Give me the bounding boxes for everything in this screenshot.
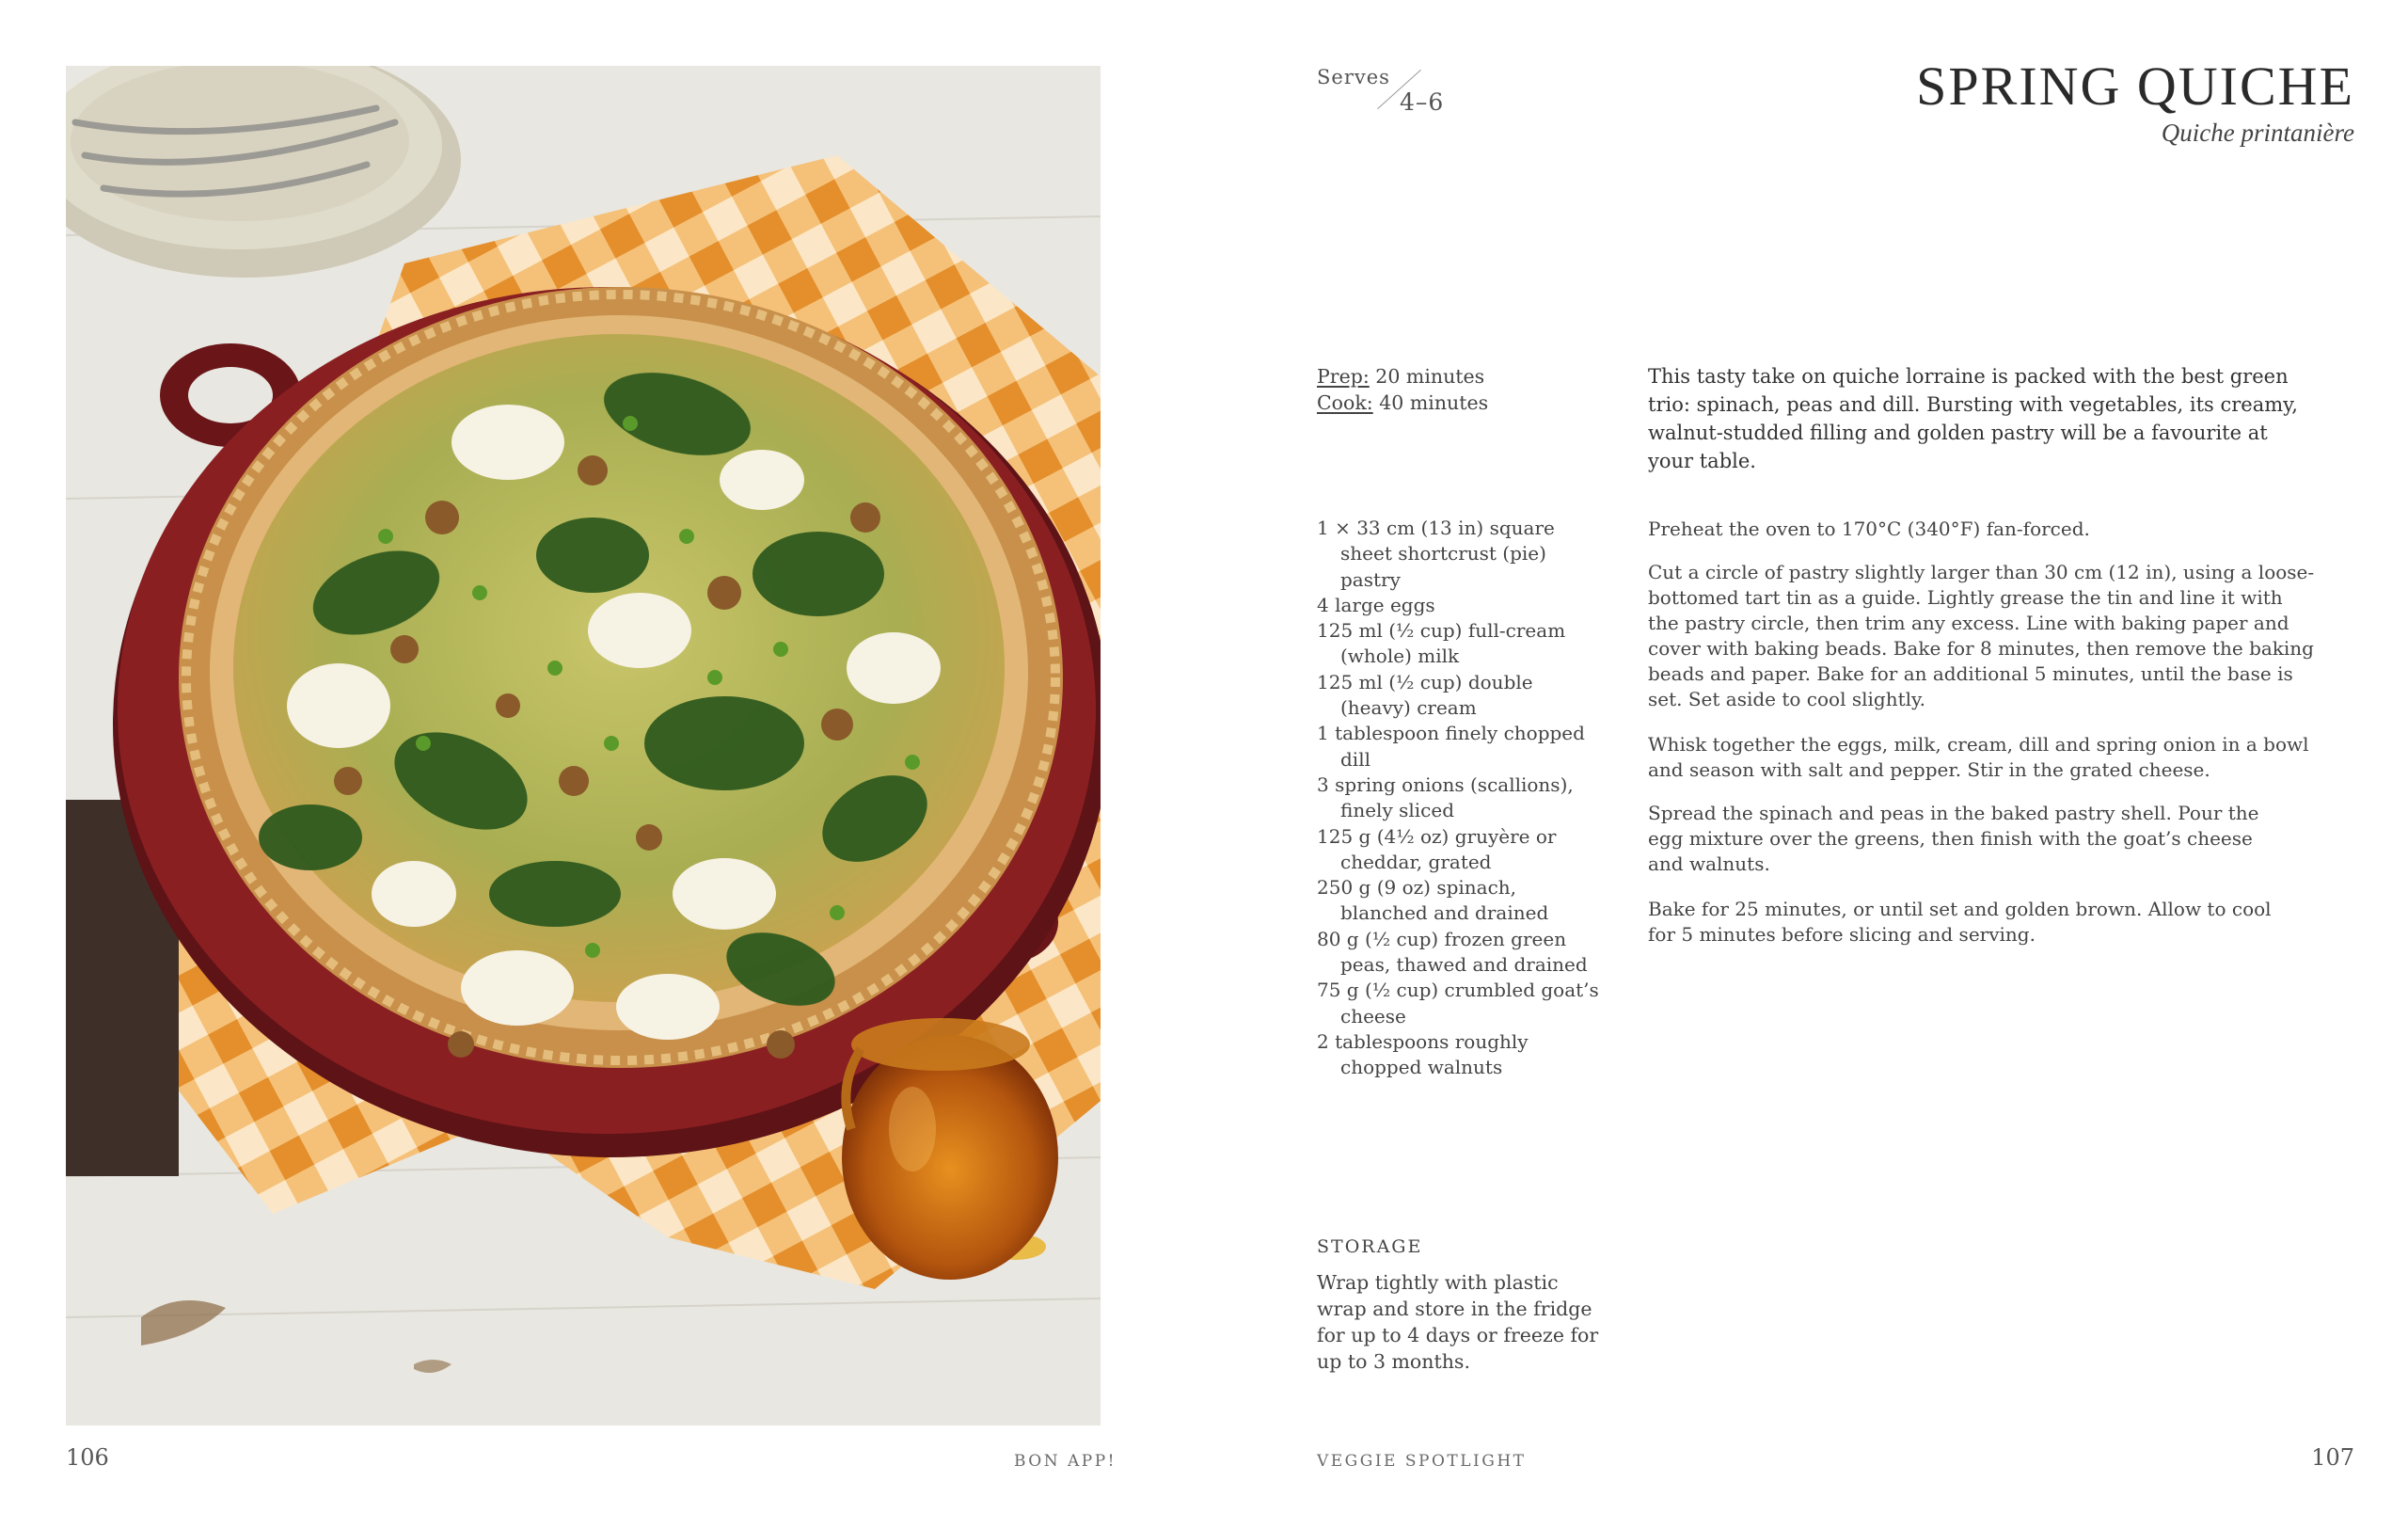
ingredient-item: 125 ml (½ cup) full-cream (whole) milk xyxy=(1317,619,1566,668)
method-step-4: Spread the spinach and peas in the baked pastry shell. Pour the egg mixture over the greens, then finish with the goat’s cheese and walnuts. xyxy=(1648,802,2259,875)
prep-value: 20 minutes xyxy=(1375,365,1485,388)
cook-label: Cook: xyxy=(1317,391,1373,414)
left-running-head: BON APP! xyxy=(1014,1452,1117,1471)
recipe-intro: This tasty take on quiche lorraine is packed with the best green trio: spinach, peas and dill. Bursting with vegetables, its creamy, walnut-studded filling and golden pastry will be a favourite at your table. xyxy=(1648,365,2298,472)
quiche-illustration xyxy=(66,66,1101,1425)
method-step-2: Cut a circle of pastry slightly larger than 30 cm (12 in), using a loose-bottomed tart tin as a guide. Lightly grease the tin and line it with the pastry circle, then trim any excess. Line with baking paper and cover with baking beads. Bake for 8 minutes, then remove the baking beads and paper. Bake for an additional 5 minutes, until the base is set. Set aside to cool slightly. xyxy=(1648,561,2315,710)
method-step-1: Preheat the oven to 170°C (340°F) fan-forced. xyxy=(1648,518,2090,540)
ingredient-item: 80 g (½ cup) frozen green peas, thawed and drained xyxy=(1317,927,1588,977)
left-page-number: 106 xyxy=(66,1444,109,1471)
serves-value: 4–6 xyxy=(1400,88,1445,116)
storage-heading: STORAGE xyxy=(1317,1236,1423,1257)
ingredient-item: 250 g (9 oz) spinach, blanched and drained xyxy=(1317,876,1549,925)
method-step-5: Bake for 25 minutes, or until set and golden brown. Allow to cool for 5 minutes before slicing and serving. xyxy=(1648,898,2272,946)
recipe-subtitle: Quiche printanière xyxy=(2161,119,2354,147)
ingredient-item: 3 spring onions (scallions), finely sliced xyxy=(1317,772,1574,822)
cook-time xyxy=(1317,390,1488,416)
ingredient-item: 1 tablespoon finely chopped dill xyxy=(1317,722,1585,771)
ingredient-item: 125 ml (½ cup) double (heavy) cream xyxy=(1317,670,1533,720)
method-step-3: Whisk together the eggs, milk, cream, dill and spring onion in a bowl and season with salt and pepper. Stir in the grated cheese. xyxy=(1648,733,2309,781)
cook-value: 40 minutes xyxy=(1379,391,1489,414)
right-running-head: VEGGIE SPOTLIGHT xyxy=(1317,1452,1527,1471)
ingredient-item: 2 tablespoons roughly chopped walnuts xyxy=(1317,1029,1529,1079)
right-page-number: 107 xyxy=(2311,1444,2354,1471)
ingredient-item: 125 g (4½ oz) gruyère or cheddar, grated xyxy=(1317,824,1557,873)
prep-time xyxy=(1317,363,1484,390)
ingredient-item: 1 × 33 cm (13 in) square sheet shortcrust (pie) pastry xyxy=(1317,517,1555,591)
ingredient-item: 75 g (½ cup) crumbled goat’s cheese xyxy=(1317,979,1599,1027)
ingredient-item: 4 large eggs xyxy=(1317,593,1435,616)
recipe-title: SPRING QUICHE xyxy=(1916,56,2354,117)
quiche-photo xyxy=(66,66,1101,1425)
prep-label: Prep: xyxy=(1317,365,1370,388)
serves-label: Serves xyxy=(1317,66,1390,88)
storage-text: Wrap tightly with plastic wrap and store in the fridge for up to 4 days or freeze for up to 3 months. xyxy=(1317,1271,1599,1373)
ingredients-list xyxy=(1317,516,1599,1081)
